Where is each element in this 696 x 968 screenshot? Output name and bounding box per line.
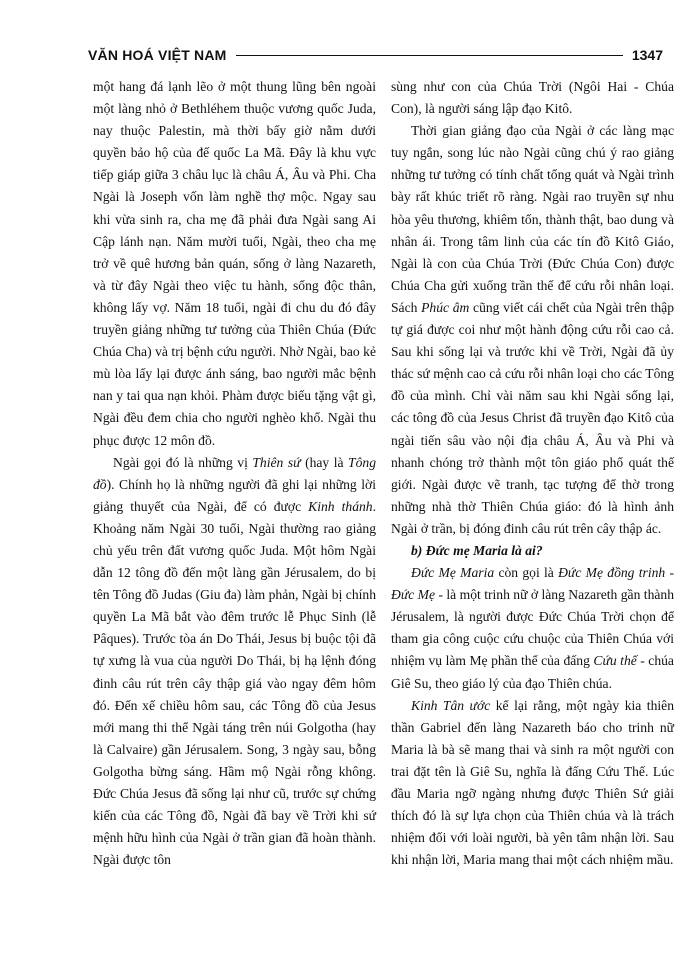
left-column bbox=[93, 76, 376, 871]
italic-term: Đức Mẹ đồng trinh - Đức Mẹ bbox=[391, 565, 675, 603]
text-run: ). Chính họ là những người đã ghi lại những lời giảng thuyết của Ngài, để có được bbox=[93, 476, 376, 514]
right-column bbox=[391, 76, 674, 871]
text-run: Thời gian giảng đạo của Ngài ở các làng mạc tuy ngắn, song lúc nào Ngài cũng chú ý rao giảng những tư tưởng có tính chất tổng quát và Ngài trình bày rất khúc triết rõ ràng. Ngài rao truyền sự nhu hòa yêu thương, khiêm tốn, thành thật, bao dung và nhân ái. Trong tâm linh của các tín đồ Kitô Giáo, Ngài là con của Chúa Trời (Đức Chúa Con) được Chúa Cha gửi xuống trần thế để cứu rỗi nhân loại. Sách bbox=[391, 123, 674, 315]
paragraph bbox=[391, 695, 674, 872]
italic-term: Đức Mẹ Maria bbox=[411, 565, 495, 581]
paragraph bbox=[93, 452, 376, 872]
header-rule bbox=[236, 55, 623, 56]
running-header-title: VĂN HOÁ VIỆT NAM bbox=[88, 47, 227, 63]
italic-term: Kinh thánh bbox=[308, 498, 373, 514]
italic-term: Tông đồ bbox=[93, 454, 376, 492]
text-run: - chúa Giê Su, theo giáo lý của đạo Thiên chúa. bbox=[391, 653, 674, 691]
italic-term: Cứu thế bbox=[593, 653, 637, 669]
text-run: (hay là bbox=[300, 454, 349, 470]
text-run: kể lại rằng, một ngày kia thiên thần Gabriel đến làng Nazareth báo cho trinh nữ Maria là bà sẽ mang thai và sinh ra một người con trai đặt tên là Giê Su, nghĩa là đấng Cứu Thế. Lúc đầu Maria ngỡ ngàng nhưng được Thiên Sứ giải thích đó là sự lựa chọn của Thiên chúa và là trách nhiệm đối với loài người, bà yên tâm nhận lời. Sau khi nhận lời, Maria mang thai một cách nhiệm mầu. bbox=[391, 697, 674, 868]
text-run: còn gọi là bbox=[494, 565, 559, 581]
page-number: 1347 bbox=[631, 47, 663, 63]
text-run: cũng viết cái chết của Ngài trên thập tự giá được coi như một hành động cứu rỗi cao cả. Sau khi sống lại và trước khi về Trời, Ngài đã ủy thác sứ mệnh cao cả cứu rỗi nhân loại cho các Tông đồ của mình. Chỉ vài năm sau khi Ngài sống lại, các tông đồ của Jesus Christ đã truyền đạo Kitô của ngài tiến sâu vào nội địa châu Á, Âu và Phi và nhanh chóng trở thành một tôn giáo phổ quát thế giới. Ngài được vẽ tranh, tạc tượng để thờ trong những nhà thờ Thiên Chúa giáo: đó là hình ảnh Ngài ở trần, bị đóng đinh câu rút trên cây thập ác. bbox=[391, 299, 674, 536]
running-header bbox=[88, 42, 663, 68]
italic-term: Thiên sứ bbox=[252, 454, 301, 470]
italic-term: Phúc âm bbox=[421, 299, 470, 315]
paragraph: một hang đá lạnh lẽo ở một thung lũng bên ngoài một làng nhỏ ở Bethléhem thuộc vương quốc Juda, nay thuộc Palestin, mà thời bấy giờ nằm dưới quyền bảo hộ của đế quốc La Mã. Đây là khu vực tiếp giáp giữa 3 châu lục là châu Á, Âu và Phi. Cha Ngài là Joseph vốn làm nghề thợ mộc. Ngay sau khi vừa sinh ra, cha mẹ đã phải đưa Ngài sang Ai Cập lánh nạn. Năm mười tuổi, Ngài, theo cha mẹ trở về quê hương bản quán, sống ở làng Nazareth, và từ đây Ngài theo việc tu hành, sống độc thân, không lấy vợ. Năm 18 tuổi, ngài đi chu du đó đây truyền giảng những tư tưởng của Thiên Chúa (Đức Chúa Cha) và trị bệnh cứu người. Nhờ Ngài, bao kẻ mù lòa lấy lại được ánh sáng, bao người mắc bệnh nan y tai qua nạn khỏi. Phàm được biếu tặng vật gì, Ngài đều đem chia cho người nghèo khổ. Ngài thu phục được 12 môn đồ. bbox=[93, 79, 376, 448]
paragraph bbox=[391, 120, 674, 540]
italic-term: Kinh Tân ước bbox=[411, 697, 491, 713]
section-heading: b) Đức mẹ Maria là ai? bbox=[411, 542, 543, 558]
text-run: . Khoảng năm Ngài 30 tuổi, Ngài thường rao giảng chủ yếu trên đất vương quốc Juda. Một hôm Ngài dẫn 12 tông đồ đến một làng gần Jérusalem, do bị tên Tông đồ Judas (Giu đa) làm phản, Ngài bị chính quyền La Mã bắt vào đêm trước lễ Phục Sinh (lễ Pâques). Trước tòa án Do Thái, Jesus bị buộc tội đã tự xưng là vua của người Do Thái, bị hạ lệnh đóng đinh câu rút trên cây thập giá vào ngay đêm hôm đó. Đến xế chiều hôm sau, các Tông đồ của Jesus mới mang thi thể Ngài táng trên núi Golgotha (hay là Calvaire) gần Jérusalem. Song, 3 ngày sau, bỗng Golgotha bừng sáng. Hầm mộ Ngài rỗng không. Đức Chúa Jesus đã sống lại như cũ, trước sự chứng kiến của các Tông đồ, Ngài đã bay về Trời khi sứ mệnh hữu hình của Ngài ở trần gian đã hoàn thành. Ngài được tôn bbox=[93, 498, 376, 868]
paragraph: sùng như con của Chúa Trời (Ngôi Hai - Chúa Con), là người sáng lập đạo Kitô. bbox=[391, 79, 674, 117]
text-run: - là một trinh nữ ở làng Nazareth gần thành Jérusalem, là người được Đức Chúa Trời chọn để tham gia công cuộc cứu chuộc của Thiên Chúa với nhiệm vụ làm Mẹ phần thể của đấng bbox=[391, 587, 674, 669]
text-run: Ngài gọi đó là những vị bbox=[113, 454, 253, 470]
paragraph bbox=[391, 562, 674, 695]
